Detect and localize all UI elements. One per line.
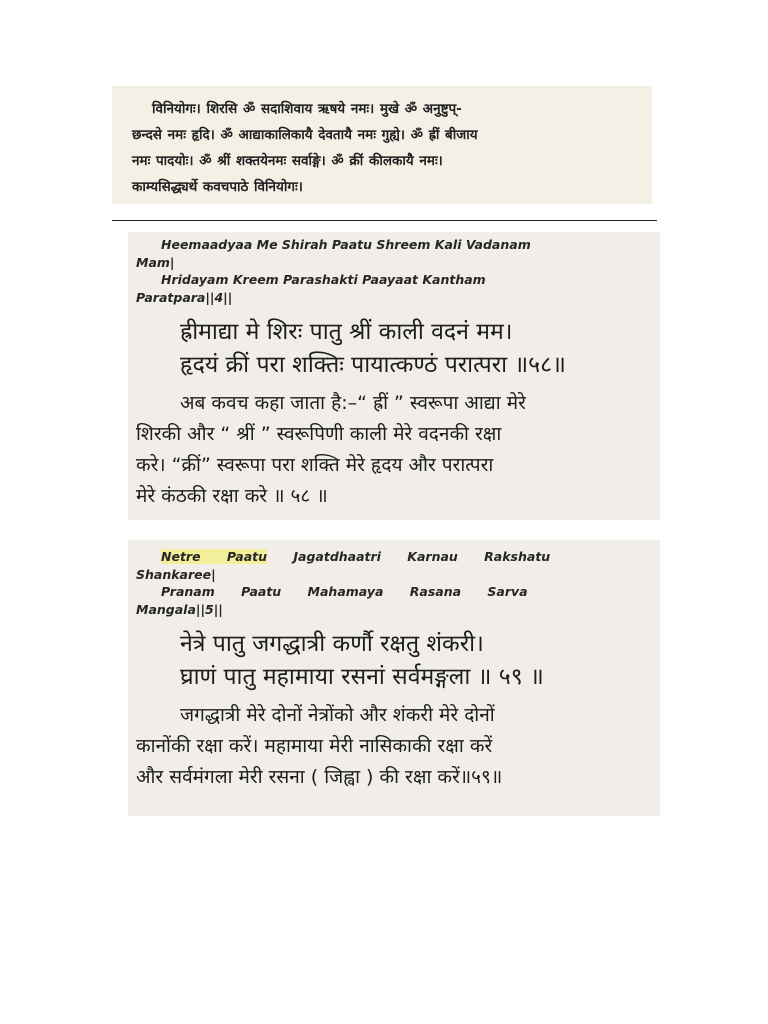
- transliteration: [136, 236, 650, 306]
- translit-line: [136, 548, 650, 566]
- viniyoga-scan: [112, 86, 652, 204]
- translit-line: Shankaree|: [136, 566, 216, 582]
- sanskrit-line: नेत्रे पातु जगद्धात्री कर्णौ रक्षतु शंकरी।: [180, 631, 484, 657]
- highlighted-text: Netre Paatu: [161, 549, 268, 564]
- sanskrit-line: हृदयं क्रीं परा शक्तिः पायात्कण्ठं परात्परा ॥५८॥: [180, 352, 566, 378]
- hindi-translation: [136, 388, 650, 512]
- sanskrit-line: घ्राणं पातु महामाया रसनां सर्वमङ्गला ॥ ५९ ॥: [180, 664, 544, 690]
- translit-line: Hridayam Kreem Parashakti Paayaat Kantham: [161, 272, 486, 287]
- translit-line: Paratpara||4||: [136, 289, 233, 305]
- section-divider: [112, 220, 657, 221]
- hindi-line: मेरे कंठकी रक्षा करे ॥ ५८ ॥: [136, 485, 328, 507]
- hindi-line: जगद्धात्री मेरे दोनों नेत्रोंको और शंकरी मेरे दोनों: [180, 704, 495, 726]
- sanskrit-verse: [136, 316, 650, 382]
- transliteration: [136, 548, 650, 618]
- verse-4-block: [128, 232, 660, 520]
- viniyoga-line: विनियोगः। शिरसि ॐ सदाशिवाय ऋषये नमः। मुखे ॐ अनुष्टुप्-: [152, 101, 462, 117]
- viniyoga-line: नमः पादयोः। ॐ श्रीं शक्तयेनमः सर्वाङ्गे। ॐ क्रीं कीलकायै नमः।: [132, 153, 443, 169]
- hindi-line: करे। “क्रीं” स्वरूपा परा शक्ति मेरे हृदय और परात्परा: [136, 454, 494, 476]
- translit-line: Heemaadyaa Me Shirah Paatu Shreem Kali Vadanam: [161, 237, 531, 252]
- translit-line: Mam|: [136, 254, 175, 270]
- hindi-translation: [136, 700, 650, 793]
- sanskrit-line: ह्रीमाद्या मे शिरः पातु श्रीं काली वदनं मम।: [180, 319, 513, 345]
- viniyoga-line: छन्दसे नमः हृदि। ॐ आद्याकालिकायै देवतायै नमः गुह्ये। ॐ ह्रीं बीजाय: [132, 127, 478, 143]
- verse-5-block: [128, 540, 660, 816]
- viniyoga-line: काम्यसिद्ध्यर्थे कवचपाठे विनियोगः।: [132, 179, 303, 195]
- hindi-line: अब कवच कहा जाता है:–“ ह्रीं ” स्वरूपा आद्या मेरे: [180, 392, 526, 414]
- translit-text: Jagatdhaatri Karnau Rakshatu: [293, 549, 551, 564]
- hindi-line: शिरकी और “ श्रीं ” स्वरूपिणी काली मेरे वदनकी रक्षा: [136, 423, 502, 445]
- translit-line: Mangala||5||: [136, 601, 223, 617]
- translit-line: Pranam Paatu Mahamaya Rasana Sarva: [161, 584, 528, 599]
- hindi-line: कानोंकी रक्षा करें। महामाया मेरी नासिकाकी रक्षा करें: [136, 735, 493, 757]
- sanskrit-verse: [136, 628, 650, 694]
- hindi-line: और सर्वमंगला मेरी रसना ( जिह्वा ) की रक्षा करें॥५९॥: [136, 766, 503, 788]
